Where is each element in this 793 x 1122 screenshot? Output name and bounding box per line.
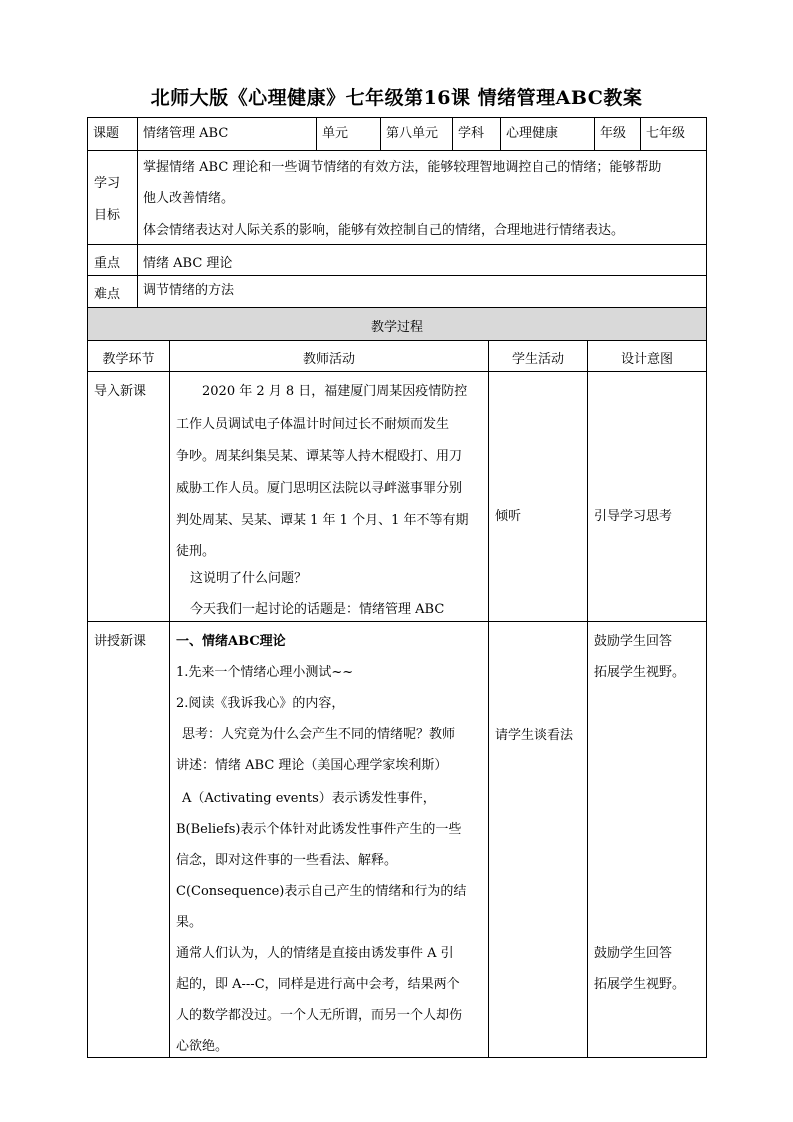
lecture-teacher-line: 起的，即 A---C，同样是进行高中会考，结果两个: [176, 977, 460, 992]
difficulty-label: 难点: [94, 287, 121, 302]
lecture-student: 请学生谈看法: [495, 728, 574, 743]
unit-label: 单元: [322, 126, 349, 141]
key-point-label: 重点: [94, 256, 121, 271]
process-header: 教学过程: [370, 320, 423, 335]
column-header-intent: 设计意图: [620, 352, 673, 367]
lecture-teacher-line: 讲述：情绪 ABC 理论（美国心理学家埃利斯）: [176, 758, 448, 773]
lecture-intent: 鼓励学生回答: [594, 946, 673, 961]
table-border: [488, 340, 489, 1058]
topic-value: 情绪管理 ABC: [143, 126, 229, 141]
difficulty-value: 调节情绪的方法: [143, 283, 235, 298]
intro-teacher-line: 威胁工作人员。厦门思明区法院以寻衅滋事罪分别: [176, 481, 463, 496]
table-border: [87, 117, 88, 1058]
table-border: [87, 371, 707, 372]
intro-teacher-line: 判处周某、吴某、谭某 1 年 1 个月、1 年不等有期: [176, 513, 469, 528]
intro-teacher-line: 徒刑。: [176, 544, 216, 559]
lecture-intent: 鼓励学生回答: [594, 634, 673, 649]
goals-text: 体会情绪表达对人际关系的影响，能够有效控制自己的情绪，合理地进行情绪表达。: [143, 223, 625, 238]
intro-stage: 导入新课: [94, 384, 147, 399]
table-border: [87, 275, 707, 276]
lecture-teacher-line: 心欲绝。: [176, 1039, 229, 1054]
lecture-heading: 一、情绪ABC理论: [176, 634, 286, 649]
lecture-stage: 讲授新课: [94, 634, 147, 649]
lecture-teacher-line: 1.先来一个情绪心理小测试~~: [176, 665, 354, 680]
key-point-value: 情绪 ABC 理论: [143, 256, 233, 271]
unit-value: 第八单元: [386, 126, 439, 141]
table-border: [87, 1057, 707, 1058]
lecture-teacher-line: 果。: [176, 915, 203, 930]
table-border: [169, 340, 170, 1058]
lecture-teacher-line: 人的数学都没过。一个人无所谓，而另一个人却伤: [176, 1008, 463, 1023]
table-border: [587, 340, 588, 1058]
grade-label: 年级: [600, 126, 627, 141]
table-border: [87, 244, 707, 245]
lecture-teacher-line: B(Beliefs)表示个体针对此诱发性事件产生的一些: [176, 822, 462, 837]
column-header-stage: 教学环节: [102, 352, 155, 367]
goals-label: 目标: [94, 208, 121, 223]
table-border: [706, 117, 707, 1058]
intro-teacher-line: 工作人员调试电子体温计时间过长不耐烦而发生: [176, 417, 450, 432]
intro-student: 倾听: [495, 509, 522, 524]
lecture-intent: 拓展学生视野。: [594, 665, 686, 680]
lecture-teacher-line: 2.阅读《我诉我心》的内容，: [176, 696, 345, 711]
table-border: [87, 307, 707, 308]
column-header-student: 学生活动: [511, 352, 564, 367]
lecture-teacher-line: A（Activating events）表示诱发性事件，: [182, 791, 436, 806]
goals-text: 他人改善情绪。: [143, 191, 235, 206]
intro-teacher-line: 这说明了什么问题？: [190, 571, 308, 586]
goals-text: 掌握情绪 ABC 理论和一些调节情绪的有效方法，能够较理智地调控自己的情绪；能够帮助: [143, 160, 662, 175]
topic-label: 课题: [93, 126, 120, 141]
intro-teacher-line: 2020 年 2 月 8 日，福建厦门周某因疫情防控: [202, 384, 468, 399]
lecture-teacher-line: C(Consequence)表示自己产生的情绪和行为的结: [176, 884, 467, 899]
lecture-teacher-line: 通常人们认为，人的情绪是直接由诱发事件 A 引: [176, 946, 454, 961]
intro-intent: 引导学习思考: [594, 509, 673, 524]
grade-value: 七年级: [646, 126, 686, 141]
lecture-teacher-line: 信念，即对这件事的一些看法、解释。: [176, 853, 398, 868]
goals-label: 学习: [94, 176, 121, 191]
table-border: [87, 340, 707, 341]
lecture-intent: 拓展学生视野。: [594, 977, 686, 992]
subject-value: 心理健康: [506, 126, 559, 141]
table-border: [87, 621, 707, 622]
intro-teacher-line: 争吵。周某纠集吴某、谭某等人持木棍殴打、用刀: [176, 449, 463, 464]
lecture-teacher-line: 思考：人究竟为什么会产生不同的情绪呢？教师: [182, 727, 456, 742]
column-header-teacher: 教师活动: [302, 352, 355, 367]
intro-teacher-line: 今天我们一起讨论的话题是：情绪管理 ABC: [190, 602, 445, 617]
subject-label: 学科: [458, 126, 485, 141]
page-title: 北师大版《心理健康》七年级第16课 情绪管理ABC教案: [150, 87, 643, 109]
table-border: [87, 150, 707, 151]
